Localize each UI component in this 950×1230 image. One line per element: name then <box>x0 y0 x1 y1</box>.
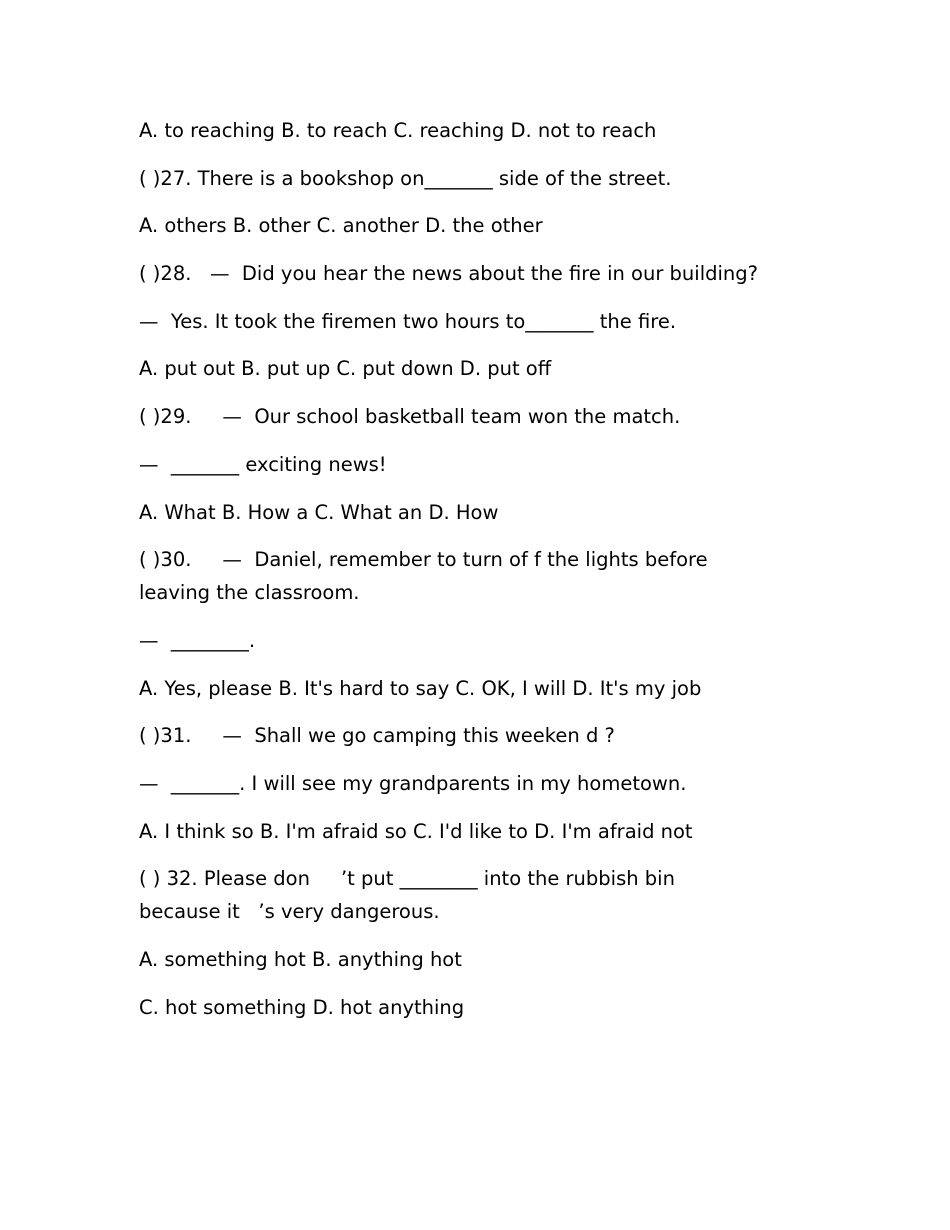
q32-question: ( ) 32. Please don ’t put ________ into the rubbish bin because it ’s very dangerous. <box>139 867 682 924</box>
q27-options: A. others B. other C. another D. the other <box>139 214 543 238</box>
q31-response: — _______. I will see my grandparents in my hometown. <box>139 771 687 795</box>
document-page <box>139 114 799 1038</box>
q31-options: A. I think so B. I'm afraid so C. I'd like to D. I'm afraid not <box>139 819 693 843</box>
q29-question: ( )29. — Our school basketball team won the match. <box>139 405 681 429</box>
q26-options: A. to reaching B. to reach C. reaching D. not to reach <box>139 119 657 142</box>
q30-response: — ________. <box>139 628 256 652</box>
q28-question: ( )28. — Did you hear the news about the fire in our building? <box>139 262 759 286</box>
q32-options-ab: A. something hot B. anything hot <box>139 948 462 971</box>
q27-question: ( )27. There is a bookshop on_______ side of the street. <box>139 166 672 190</box>
q30-options: A. Yes, please B. It's hard to say C. OK, I will D. It's my job <box>139 676 702 700</box>
q29-response: — _______ exciting news! <box>139 452 387 476</box>
q28-response: — Yes. It took the firemen two hours to_______ the fire. <box>139 309 677 333</box>
q29-options: A. What B. How a C. What an D. How <box>139 500 499 524</box>
q31-question: ( )31. — Shall we go camping this weeken d ? <box>139 724 615 748</box>
q30-question: ( )30. — Daniel, remember to turn of f the lights before leaving the classroom. <box>139 548 714 605</box>
q28-options: A. put out B. put up C. put down D. put off <box>139 357 552 381</box>
q32-options-cd: C. hot something D. hot anything <box>139 995 465 1019</box>
